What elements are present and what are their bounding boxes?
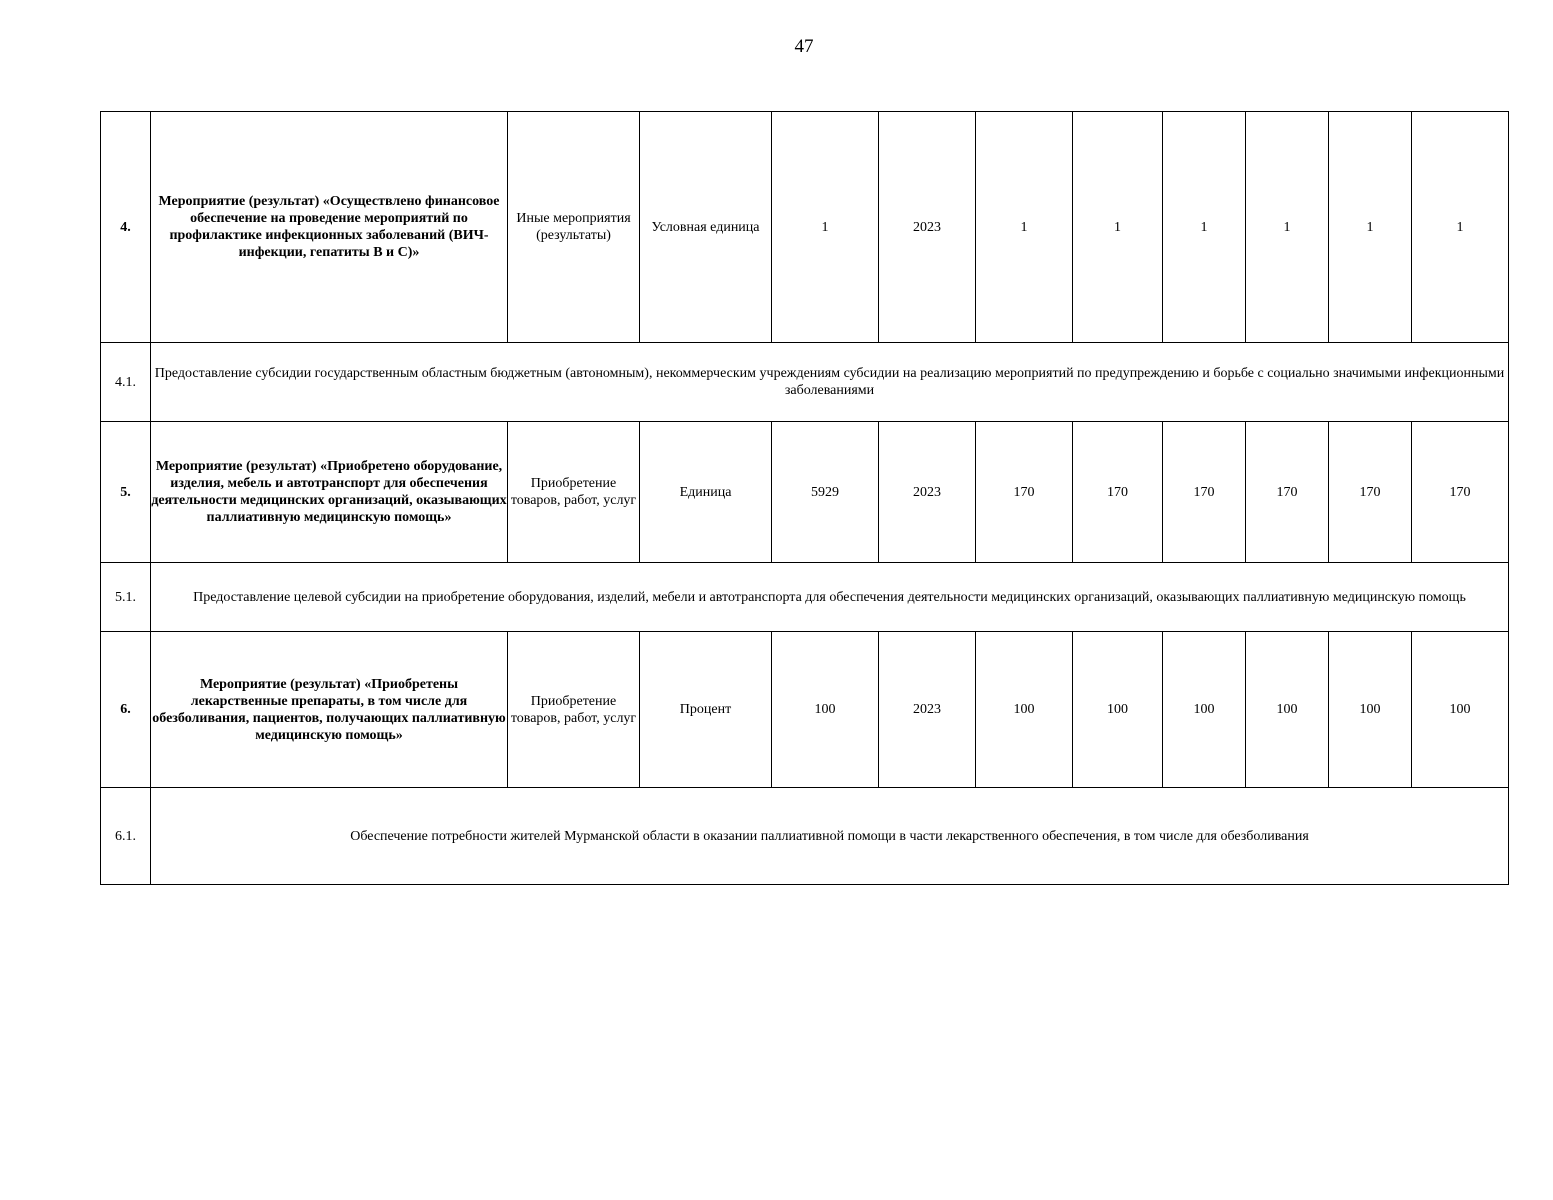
year-value-4: 170 <box>1246 422 1329 563</box>
sub-row-description: Предоставление субсидии государственным областным бюджетным (автономным), некоммерческим учреждениям субсидии на реализацию мероприятий по предупреждению и борьбе с социально значимыми инфекционными заболеваниями <box>151 343 1509 422</box>
year-value-2: 1 <box>1073 112 1163 343</box>
year-value-4: 1 <box>1246 112 1329 343</box>
measure-unit: Процент <box>640 632 772 788</box>
measures-table <box>100 111 1509 885</box>
year-value-6: 1 <box>1412 112 1509 343</box>
year-value-2: 100 <box>1073 632 1163 788</box>
measure-title: Мероприятие (результат) «Приобретено оборудование, изделия, мебель и автотранспорт для обеспечения деятельности медицинских организаций, оказывающих паллиативную медицинскую помощь» <box>151 422 508 563</box>
sub-row-description: Предоставление целевой субсидии на приобретение оборудования, изделий, мебели и автотранспорта для обеспечения деятельности медицинских организаций, оказывающих паллиативную медицинскую помощь <box>151 563 1509 632</box>
sub-row-description: Обеспечение потребности жителей Мурманской области в оказании паллиативной помощи в части лекарственного обеспечения, в том числе для обезболивания <box>151 788 1509 885</box>
measure-type: Приобретение товаров, работ, услуг <box>508 422 640 563</box>
table-row <box>101 422 1509 563</box>
table-row <box>101 632 1509 788</box>
base-year: 2023 <box>879 112 976 343</box>
year-value-6: 170 <box>1412 422 1509 563</box>
year-value-6: 100 <box>1412 632 1509 788</box>
sub-row <box>101 563 1509 632</box>
base-value: 1 <box>772 112 879 343</box>
measure-unit: Единица <box>640 422 772 563</box>
measure-title: Мероприятие (результат) «Приобретены лекарственные препараты, в том числе для обезболивания, пациентов, получающих паллиативную медицинскую помощь» <box>151 632 508 788</box>
year-value-1: 1 <box>976 112 1073 343</box>
sub-row-number: 4.1. <box>101 343 151 422</box>
base-year: 2023 <box>879 422 976 563</box>
sub-row-number: 5.1. <box>101 563 151 632</box>
sub-row <box>101 788 1509 885</box>
year-value-1: 170 <box>976 422 1073 563</box>
year-value-3: 1 <box>1163 112 1246 343</box>
measure-unit: Условная единица <box>640 112 772 343</box>
measure-title: Мероприятие (результат) «Осуществлено финансовое обеспечение на проведение мероприятий по профилактике инфекционных заболеваний (ВИЧ-инфекции, гепатиты В и С)» <box>151 112 508 343</box>
year-value-4: 100 <box>1246 632 1329 788</box>
year-value-2: 170 <box>1073 422 1163 563</box>
row-number: 6. <box>101 632 151 788</box>
page-number: 47 <box>794 36 814 57</box>
row-number: 4. <box>101 112 151 343</box>
year-value-5: 170 <box>1329 422 1412 563</box>
measure-type: Приобретение товаров, работ, услуг <box>508 632 640 788</box>
base-year: 2023 <box>879 632 976 788</box>
year-value-3: 100 <box>1163 632 1246 788</box>
measure-type: Иные мероприятия (результаты) <box>508 112 640 343</box>
year-value-3: 170 <box>1163 422 1246 563</box>
row-number: 5. <box>101 422 151 563</box>
year-value-1: 100 <box>976 632 1073 788</box>
base-value: 100 <box>772 632 879 788</box>
table-row <box>101 112 1509 343</box>
year-value-5: 100 <box>1329 632 1412 788</box>
sub-row <box>101 343 1509 422</box>
year-value-5: 1 <box>1329 112 1412 343</box>
base-value: 5929 <box>772 422 879 563</box>
sub-row-number: 6.1. <box>101 788 151 885</box>
